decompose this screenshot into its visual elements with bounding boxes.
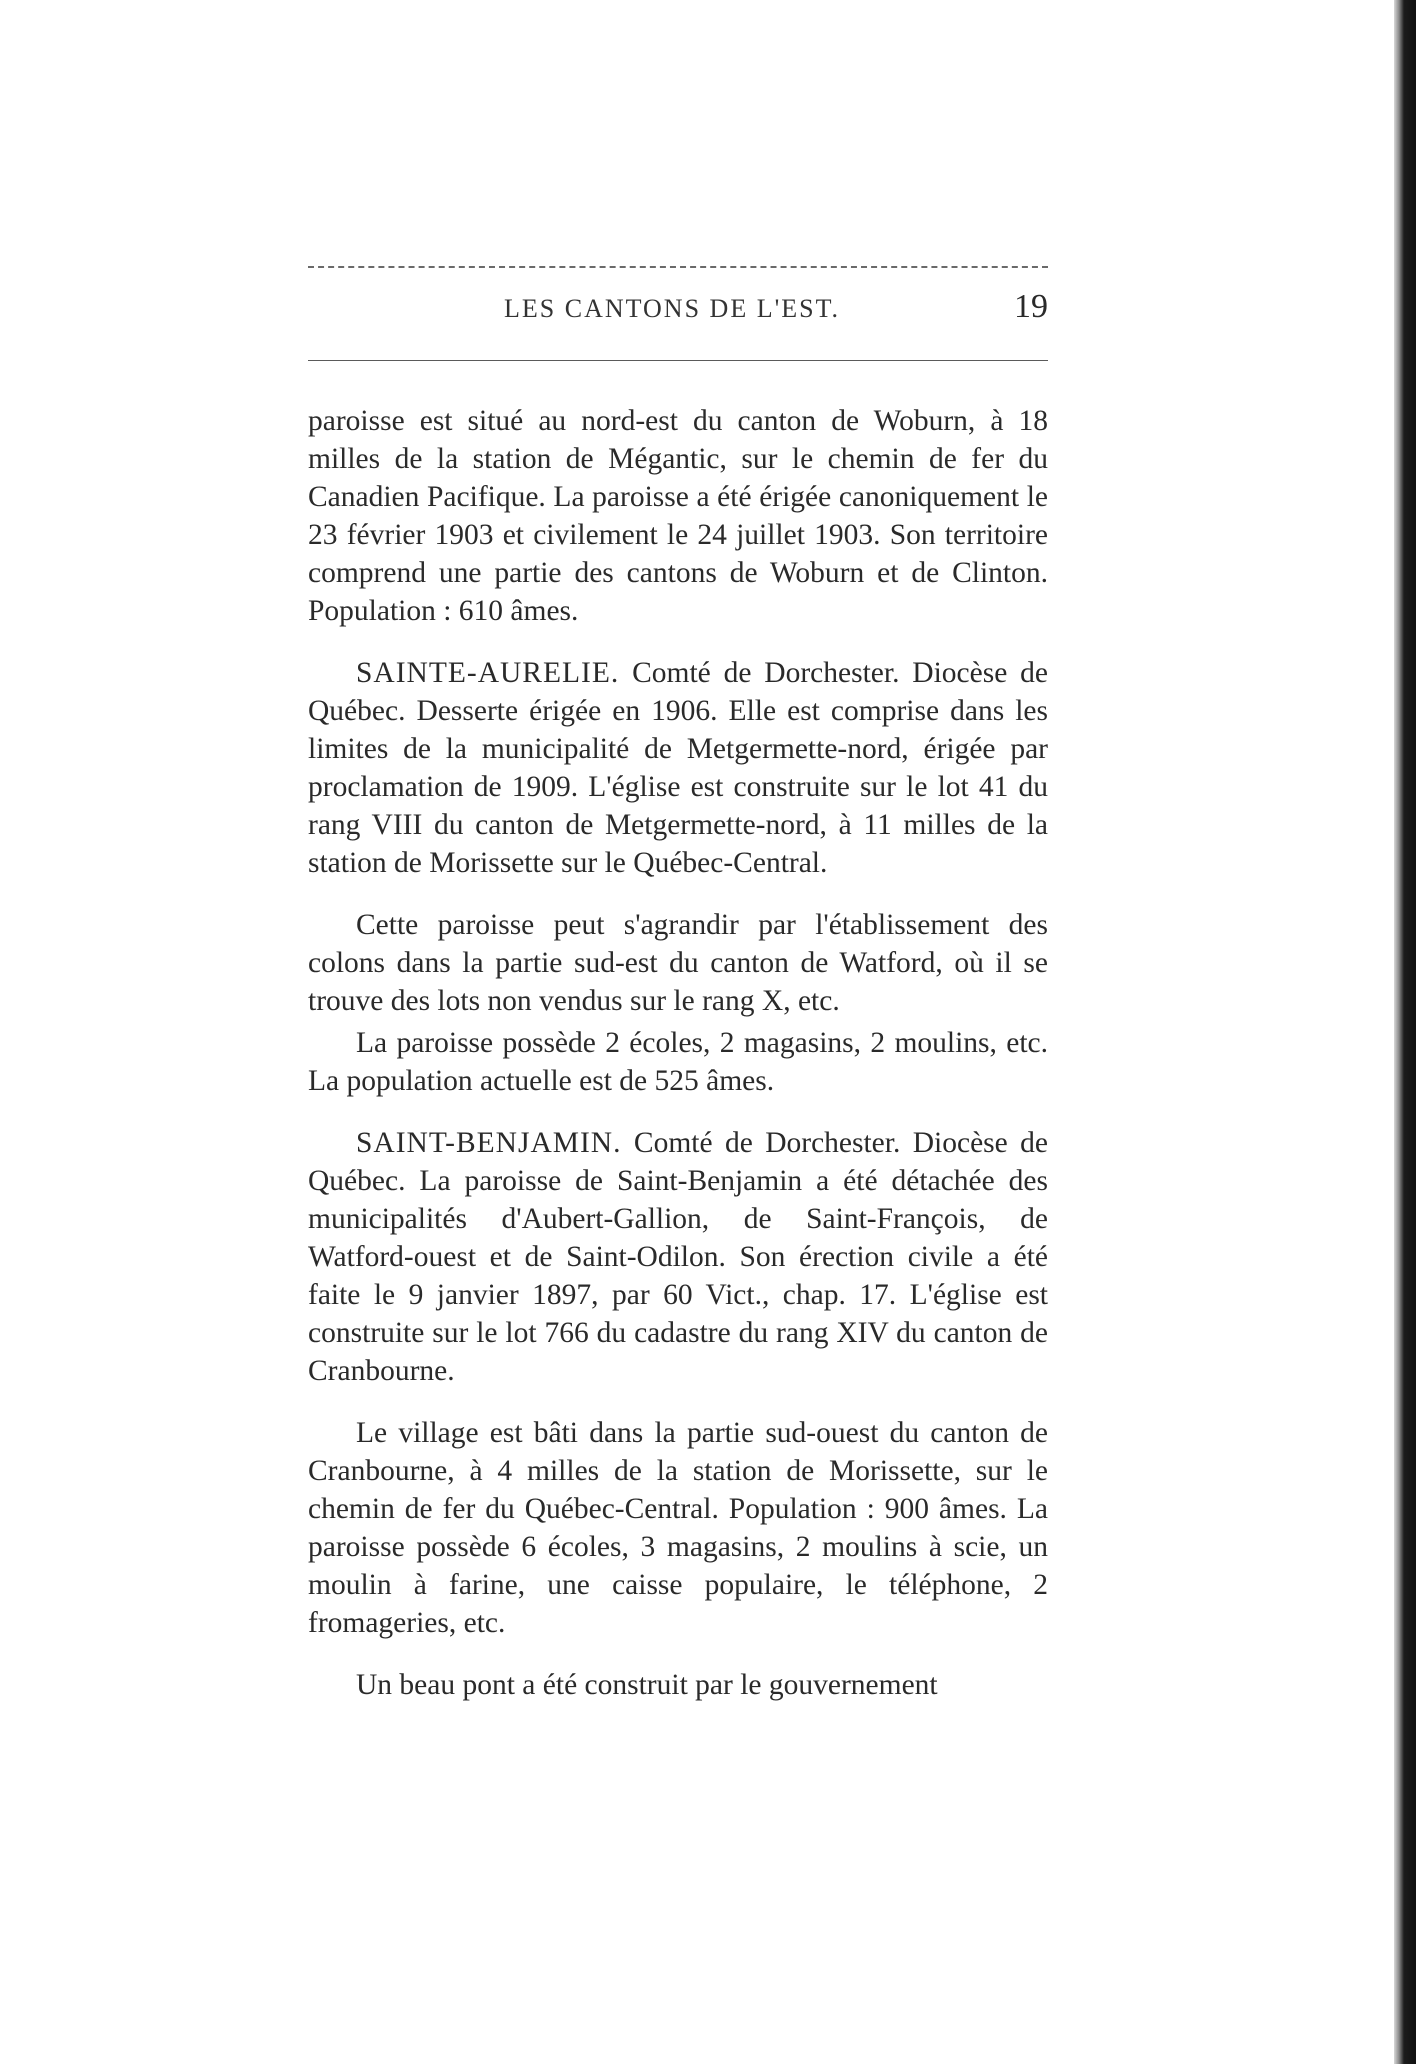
body-text	[308, 402, 1048, 1704]
entry-text-saint-benjamin: Comté de Dorchester. Diocèse de Québec. La paroisse de Saint-Benjamin a été détachée des municipalités d'Aubert-Gallion, de Saint-François, de Watford-ouest et de Saint-Odilon. Son érection civile a été faite le 9 janvier 1897, par 60 Vict., chap. 17. L'église est construite sur le lot 766 du cadastre du rang XIV du canton de Cranbourne.	[308, 1127, 1048, 1387]
paragraph-pont: Un beau pont a été construit par le gouvernement	[356, 1669, 938, 1701]
paragraph-village: Le village est bâti dans la partie sud-ouest du canton de Cranbourne, à 4 milles de la station de Morissette, sur le chemin de fer du Québec-Central. Population : 900 âmes. La paroisse possède 6 écoles, 3 magasins, 2 moulins à scie, un moulin à farine, une caisse populaire, le téléphone, 2 fromageries, etc.	[308, 1417, 1048, 1639]
running-head	[308, 290, 1048, 330]
entry-heading-saint-benjamin: SAINT-BENJAMIN.	[356, 1127, 622, 1159]
paragraph-agrandir: Cette paroisse peut s'agrandir par l'établissement des colons dans la partie sud-est du canton de Watford, où il se trouve des lots non vendus sur le rang X, etc.	[308, 909, 1048, 1017]
entry-heading-sainte-aurelie: SAINTE-AURELIE.	[356, 657, 620, 689]
paragraph-population: La paroisse possède 2 écoles, 2 magasins, 2 moulins, etc. La population actuelle est de 525 âmes.	[308, 1027, 1048, 1097]
paragraph-saint-benjamin	[308, 1124, 1048, 1390]
page-number: 19	[1014, 288, 1048, 325]
running-title: LES CANTONS DE L'EST.	[504, 294, 841, 323]
paragraph-continued: paroisse est situé au nord-est du canton de Woburn, à 18 milles de la station de Mégantic, sur le chemin de fer du Canadien Pacifique. La paroisse a été érigée canoniquement le 23 février 1903 et civilement le 24 juillet 1903. Son territoire comprend une partie des cantons de Woburn et de Clinton. Population : 610 âmes.	[308, 405, 1048, 627]
page-edge	[1394, 0, 1416, 2064]
paragraph-sainte-aurelie	[308, 654, 1048, 882]
header-rule-top	[308, 266, 1048, 268]
header-rule-bottom	[308, 360, 1048, 361]
entry-text-sainte-aurelie: Comté de Dorchester. Diocèse de Québec. Desserte érigée en 1906. Elle est comprise dans les limites de la municipalité de Metgermette-nord, érigée par proclamation de 1909. L'église est construite sur le lot 41 du rang VIII du canton de Metgermette-nord, à 11 milles de la station de Morissette sur le Québec-Central.	[308, 657, 1048, 879]
